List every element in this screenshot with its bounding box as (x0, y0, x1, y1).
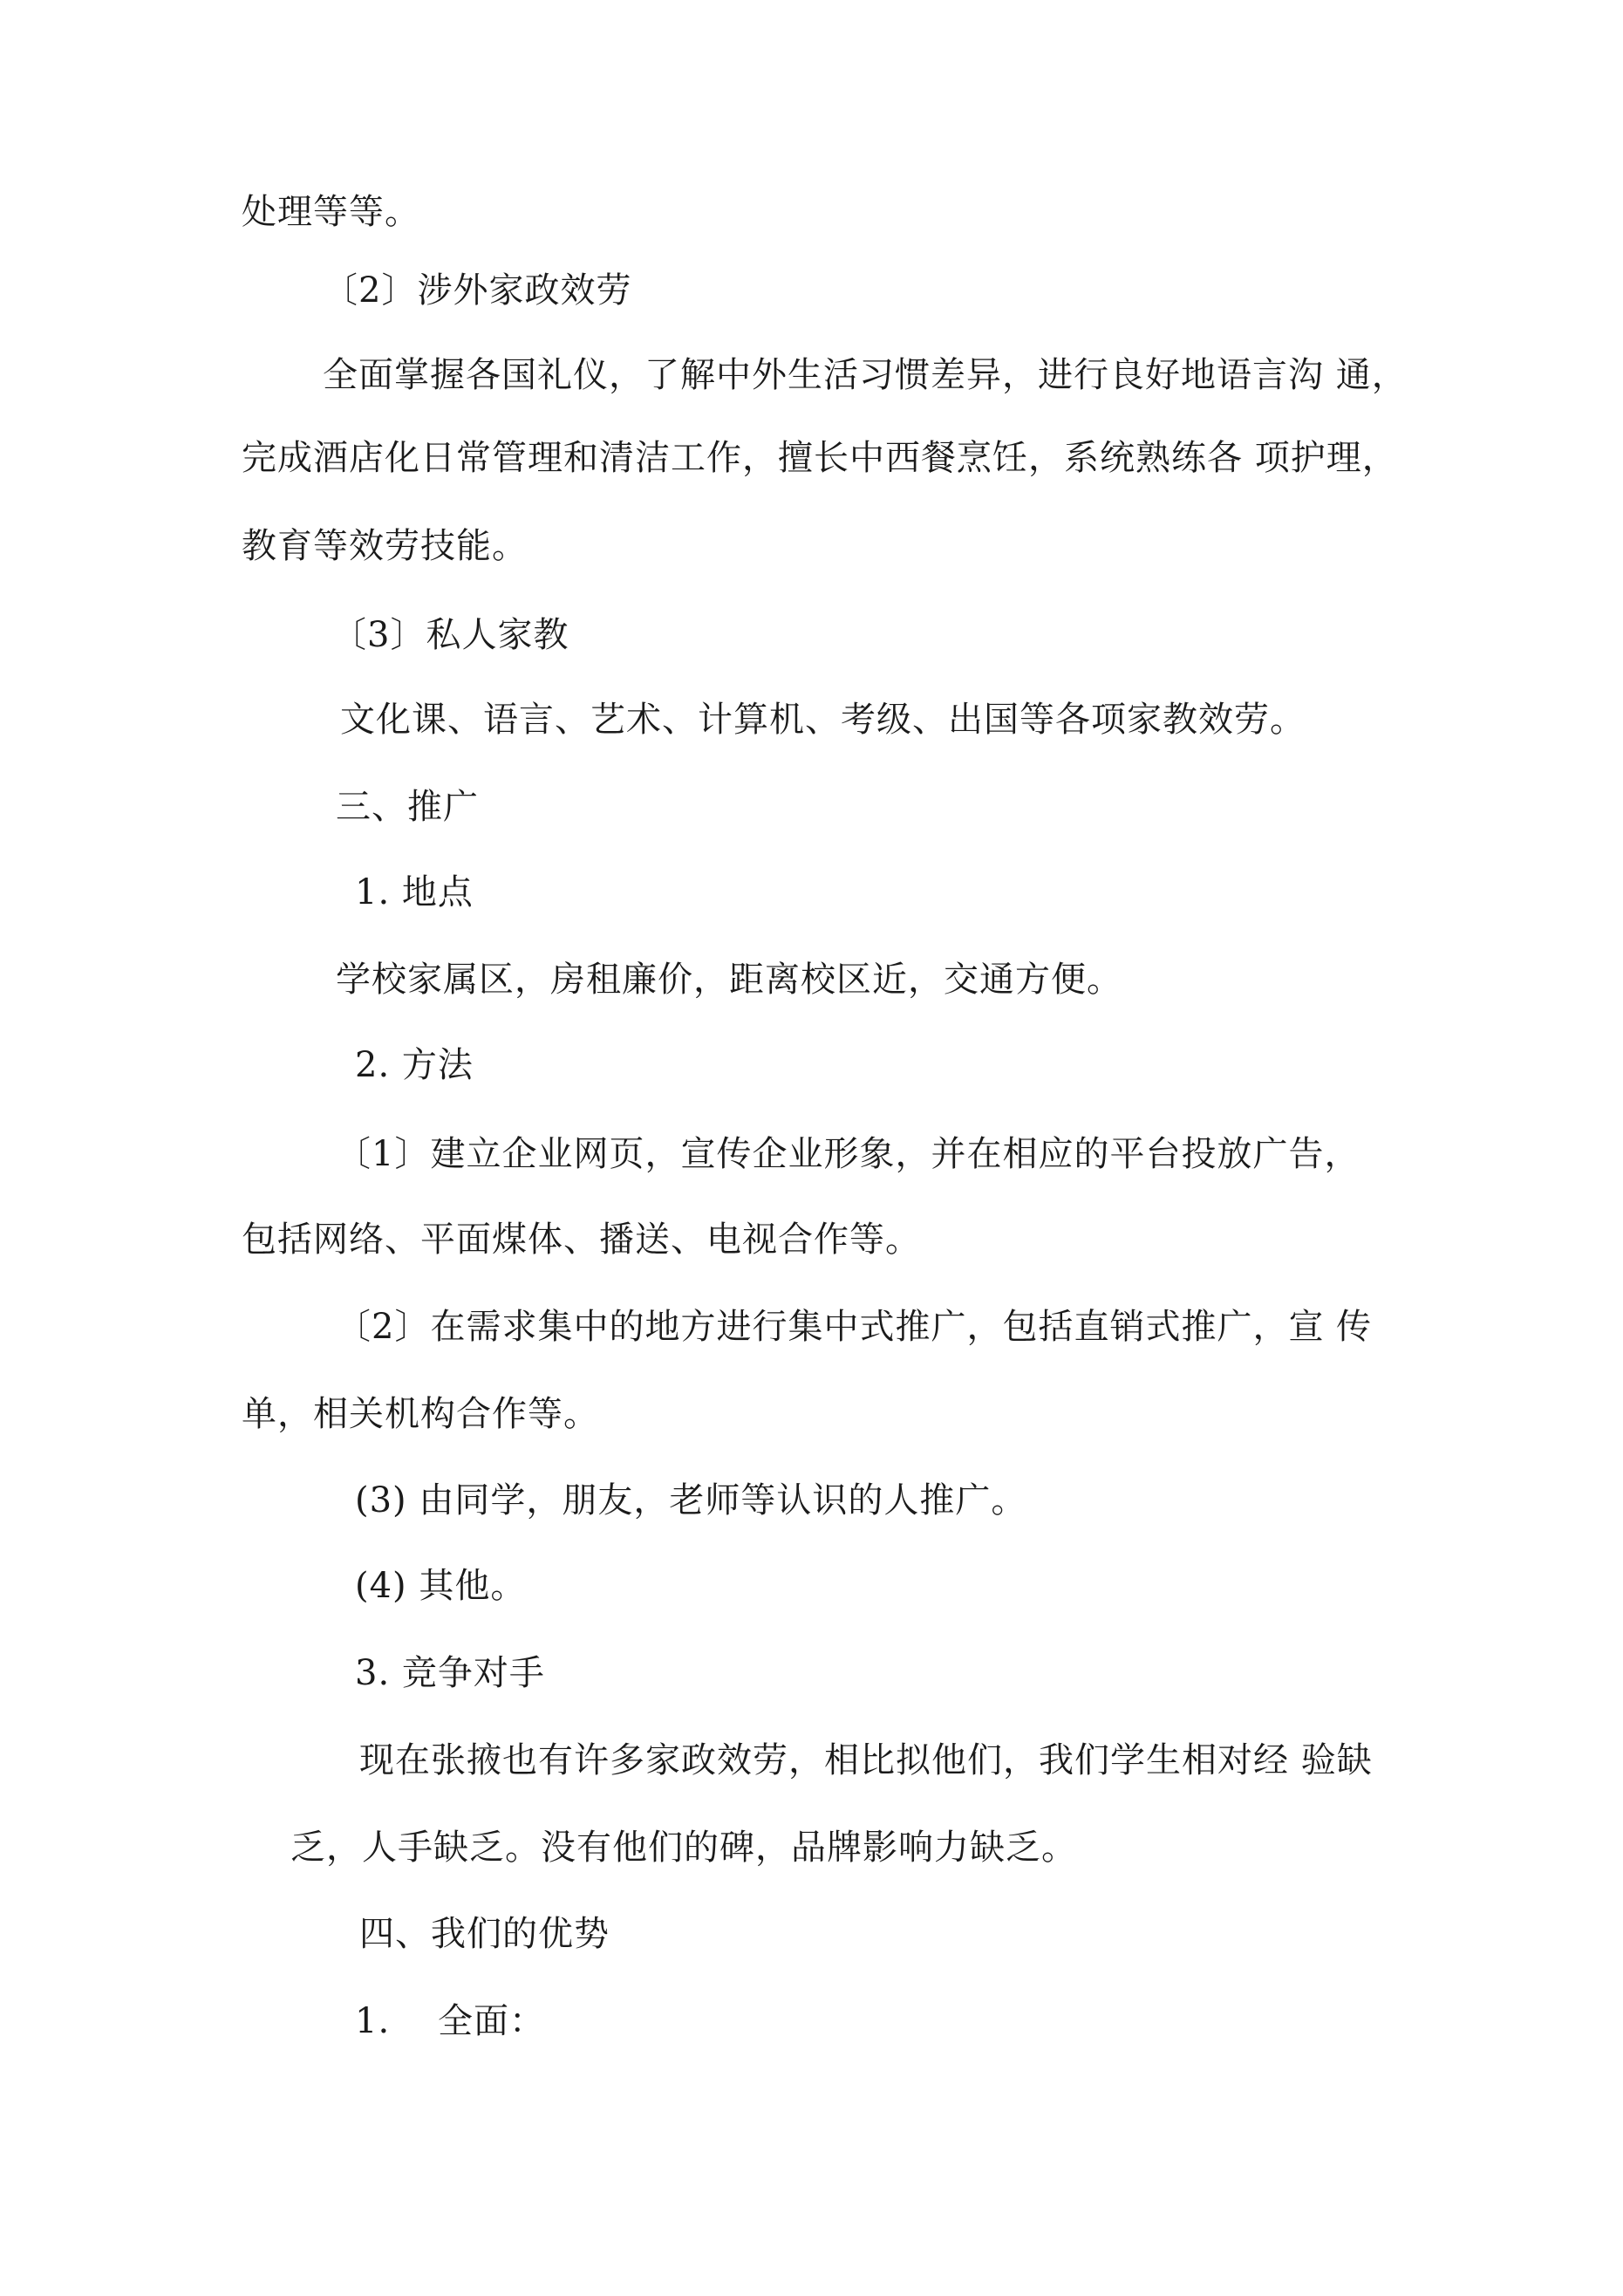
text-line: 包括网络、平面煤体、播送、电视合作等。 (242, 1220, 921, 1260)
text-line: 教育等效劳技能。 (242, 526, 528, 566)
text-line: 3. 竞争对手 (355, 1653, 545, 1693)
text-line: 〔3〕私人家教 (331, 615, 569, 655)
text-line: (3) 由同学，朋友，老师等认识的人推广。 (355, 1480, 1027, 1520)
text-line: 处理等等。 (242, 192, 420, 232)
text-line: (4) 其他。 (355, 1566, 527, 1606)
text-line: 三、推广 (336, 787, 479, 827)
text-line: 四、我们的优势 (359, 1914, 610, 1954)
text-line: 单，相关机构合作等。 (242, 1394, 599, 1434)
text-line: 学校家属区，房租廉价，距离校区近，交通方便。 (336, 960, 1122, 1000)
text-line: 文化课、语言、艺术、计算机、考级、出国等各项家教效劳。 (340, 700, 1306, 740)
text-line: 现在张掖也有许多家政效劳，相比拟他们，我们学生相对经 验缺 (359, 1740, 1373, 1780)
text-line: 〔2〕涉外家政效劳 (323, 270, 632, 311)
text-line: 全面掌握各国礼仪，了解中外生活习惯差异，进行良好地语言沟 通， (323, 355, 1408, 395)
text-line: 完成酒店化日常管理和清洁工作，擅长中西餐烹饪，系统熟练各 项护理， (242, 438, 1398, 478)
text-line: 1. 地点 (355, 872, 474, 912)
text-line: 1. 全面： (355, 2001, 546, 2041)
text-line: 〔2〕在需求集中的地方进行集中式推广，包括直销式推广，宣 传 (336, 1307, 1373, 1347)
text-line: 2. 方法 (355, 1045, 474, 1085)
text-line: 乏，人手缺乏。没有他们的碑，品牌影响力缺乏。 (290, 1828, 1077, 1868)
text-line: 〔1〕建立企业网页，宣传企业形象，并在相应的平台投放广告， (336, 1134, 1360, 1174)
